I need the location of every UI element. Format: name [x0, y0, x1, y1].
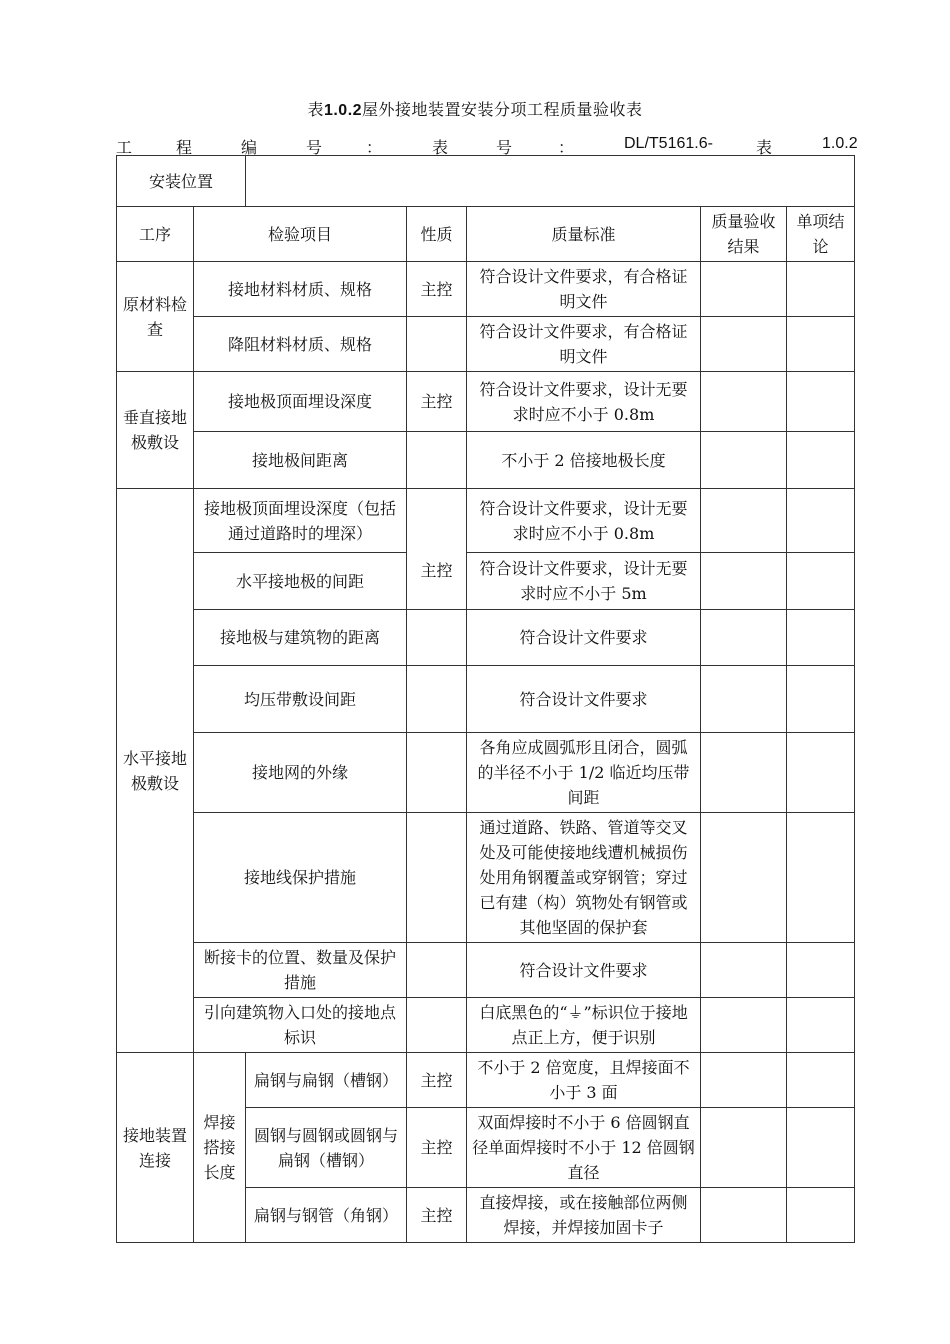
form-code: DL/T5161.6-	[624, 135, 713, 152]
table-row	[117, 317, 855, 372]
standard-cell: 符合设计文件要求，有合格证明文件	[467, 262, 701, 317]
result-cell[interactable]	[701, 553, 787, 610]
standard-cell: 符合设计文件要求	[467, 666, 701, 733]
result-cell[interactable]	[701, 998, 787, 1053]
item-cell: 接地网的外缘	[194, 733, 407, 813]
item-cell: 扁钢与钢管（角钢）	[246, 1188, 407, 1243]
standard-cell: 通过道路、铁路、管道等交叉处及可能使接地线遭机械损伤处用角钢覆盖或穿钢管；穿过已有建（构）筑物处有钢管或其他坚固的保护套	[467, 813, 701, 943]
conclusion-cell[interactable]	[787, 666, 855, 733]
header-process: 工序	[117, 207, 194, 262]
nature-cell: 主控	[407, 1053, 467, 1108]
form-label-char: ：	[558, 138, 575, 157]
result-cell[interactable]	[701, 317, 787, 372]
conclusion-cell[interactable]	[787, 733, 855, 813]
standard-cell: 各角应成圆弧形且闭合，圆弧的半径不小于 1/2 临近均压带间距	[467, 733, 701, 813]
title-number: 1.0.2	[323, 102, 363, 119]
nature-cell: 主控	[407, 1108, 467, 1188]
nature-cell	[407, 813, 467, 943]
nature-cell	[407, 666, 467, 733]
table-row	[117, 998, 855, 1053]
project-label-char: 编	[241, 138, 258, 157]
conclusion-cell[interactable]	[787, 553, 855, 610]
standard-cell: 直接焊接，或在接触部位两侧焊接，并焊接加固卡子	[467, 1188, 701, 1243]
group-raw-material: 原材料检查	[117, 262, 194, 372]
project-label-char: 工	[116, 138, 133, 157]
header-nature: 性质	[407, 207, 467, 262]
result-cell[interactable]	[701, 432, 787, 489]
standard-cell: 白底黑色的“⏚”标识位于接地点正上方，便于识别	[467, 998, 701, 1053]
standard-cell: 不小于 2 倍接地极长度	[467, 432, 701, 489]
nature-cell	[407, 432, 467, 489]
nature-cell	[407, 317, 467, 372]
result-cell[interactable]	[701, 733, 787, 813]
item-cell: 接地线保护措施	[194, 813, 407, 943]
nature-cell: 主控	[407, 372, 467, 432]
item-cell: 接地材料材质、规格	[194, 262, 407, 317]
group-horizontal: 水平接地极敷设	[117, 489, 194, 1053]
nature-cell: 主控	[407, 1188, 467, 1243]
conclusion-cell[interactable]	[787, 372, 855, 432]
header-conclusion: 单项结论	[787, 207, 855, 262]
item-cell: 降阻材料材质、规格	[194, 317, 407, 372]
table-label: 表	[756, 138, 773, 157]
result-cell[interactable]	[701, 1108, 787, 1188]
item-cell: 接地极与建筑物的距离	[194, 610, 407, 666]
standard-cell: 符合设计文件要求，有合格证明文件	[467, 317, 701, 372]
form-label-char: 号	[496, 138, 513, 157]
standard-cell: 符合设计文件要求，设计无要求时应不小于 0.8m	[467, 372, 701, 432]
standard-cell: 符合设计文件要求，设计无要求时应不小于 0.8m	[467, 489, 701, 553]
standard-cell: 符合设计文件要求	[467, 943, 701, 998]
conclusion-cell[interactable]	[787, 610, 855, 666]
install-location-value[interactable]	[246, 156, 855, 207]
nature-cell	[407, 733, 467, 813]
nature-cell	[407, 943, 467, 998]
table-row	[117, 432, 855, 489]
conclusion-cell[interactable]	[787, 813, 855, 943]
result-cell[interactable]	[701, 610, 787, 666]
form-meta-line	[116, 135, 858, 157]
title-prefix: 表	[307, 100, 324, 119]
project-label-char: 程	[176, 138, 193, 157]
group-weld-length: 焊接搭接长度	[194, 1053, 246, 1243]
table-row	[117, 813, 855, 943]
result-cell[interactable]	[701, 372, 787, 432]
item-cell: 接地极顶面埋设深度（包括通过道路时的埋深）	[194, 489, 407, 553]
conclusion-cell[interactable]	[787, 317, 855, 372]
conclusion-cell[interactable]	[787, 432, 855, 489]
result-cell[interactable]	[701, 813, 787, 943]
conclusion-cell[interactable]	[787, 943, 855, 998]
header-result: 质量验收结果	[701, 207, 787, 262]
project-label-char: 号	[306, 138, 323, 157]
item-cell: 断接卡的位置、数量及保护措施	[194, 943, 407, 998]
nature-cell	[407, 610, 467, 666]
result-cell[interactable]	[701, 489, 787, 553]
install-location-label: 安装位置	[117, 156, 246, 207]
page-title	[0, 97, 950, 120]
conclusion-cell[interactable]	[787, 262, 855, 317]
acceptance-table	[116, 155, 855, 1243]
conclusion-cell[interactable]	[787, 1108, 855, 1188]
result-cell[interactable]	[701, 262, 787, 317]
group-device: 接地装置连接	[117, 1053, 194, 1243]
table-row	[117, 262, 855, 317]
header-standard: 质量标准	[467, 207, 701, 262]
standard-cell: 符合设计文件要求	[467, 610, 701, 666]
conclusion-cell[interactable]	[787, 1053, 855, 1108]
standard-cell: 不小于 2 倍宽度，且焊接面不小于 3 面	[467, 1053, 701, 1108]
table-row	[117, 553, 855, 610]
item-cell: 水平接地极的间距	[194, 553, 407, 610]
nature-cell: 主控	[407, 262, 467, 317]
standard-cell: 双面焊接时不小于 6 倍圆钢直径单面焊接时不小于 12 倍圆钢直径	[467, 1108, 701, 1188]
conclusion-cell[interactable]	[787, 998, 855, 1053]
result-cell[interactable]	[701, 1053, 787, 1108]
table-row	[117, 733, 855, 813]
item-cell: 接地极间距离	[194, 432, 407, 489]
project-label-char: ：	[366, 138, 383, 157]
table-row	[117, 666, 855, 733]
item-cell: 圆钢与圆钢或圆钢与扁钢（槽钢）	[246, 1108, 407, 1188]
item-cell: 接地极顶面埋设深度	[194, 372, 407, 432]
header-item: 检验项目	[194, 207, 407, 262]
nature-cell	[407, 998, 467, 1053]
conclusion-cell[interactable]	[787, 489, 855, 553]
standard-cell: 符合设计文件要求，设计无要求时应不小于 5m	[467, 553, 701, 610]
table-row	[117, 943, 855, 998]
group-vertical: 垂直接地极敷设	[117, 372, 194, 489]
install-location-row	[117, 156, 855, 207]
table-row	[117, 1053, 855, 1108]
table-number: 1.0.2	[822, 135, 858, 152]
item-cell: 均压带敷设间距	[194, 666, 407, 733]
form-label-char: 表	[432, 138, 449, 157]
result-cell[interactable]	[701, 1188, 787, 1243]
conclusion-cell[interactable]	[787, 1188, 855, 1243]
title-text: 屋外接地装置安装分项工程质量验收表	[362, 100, 643, 119]
table-row	[117, 489, 855, 553]
result-cell[interactable]	[701, 943, 787, 998]
table-row	[117, 610, 855, 666]
nature-cell: 主控	[407, 489, 467, 610]
result-cell[interactable]	[701, 666, 787, 733]
header-row	[117, 207, 855, 262]
table-row	[117, 372, 855, 432]
item-cell: 扁钢与扁钢（槽钢）	[246, 1053, 407, 1108]
item-cell: 引向建筑物入口处的接地点标识	[194, 998, 407, 1053]
